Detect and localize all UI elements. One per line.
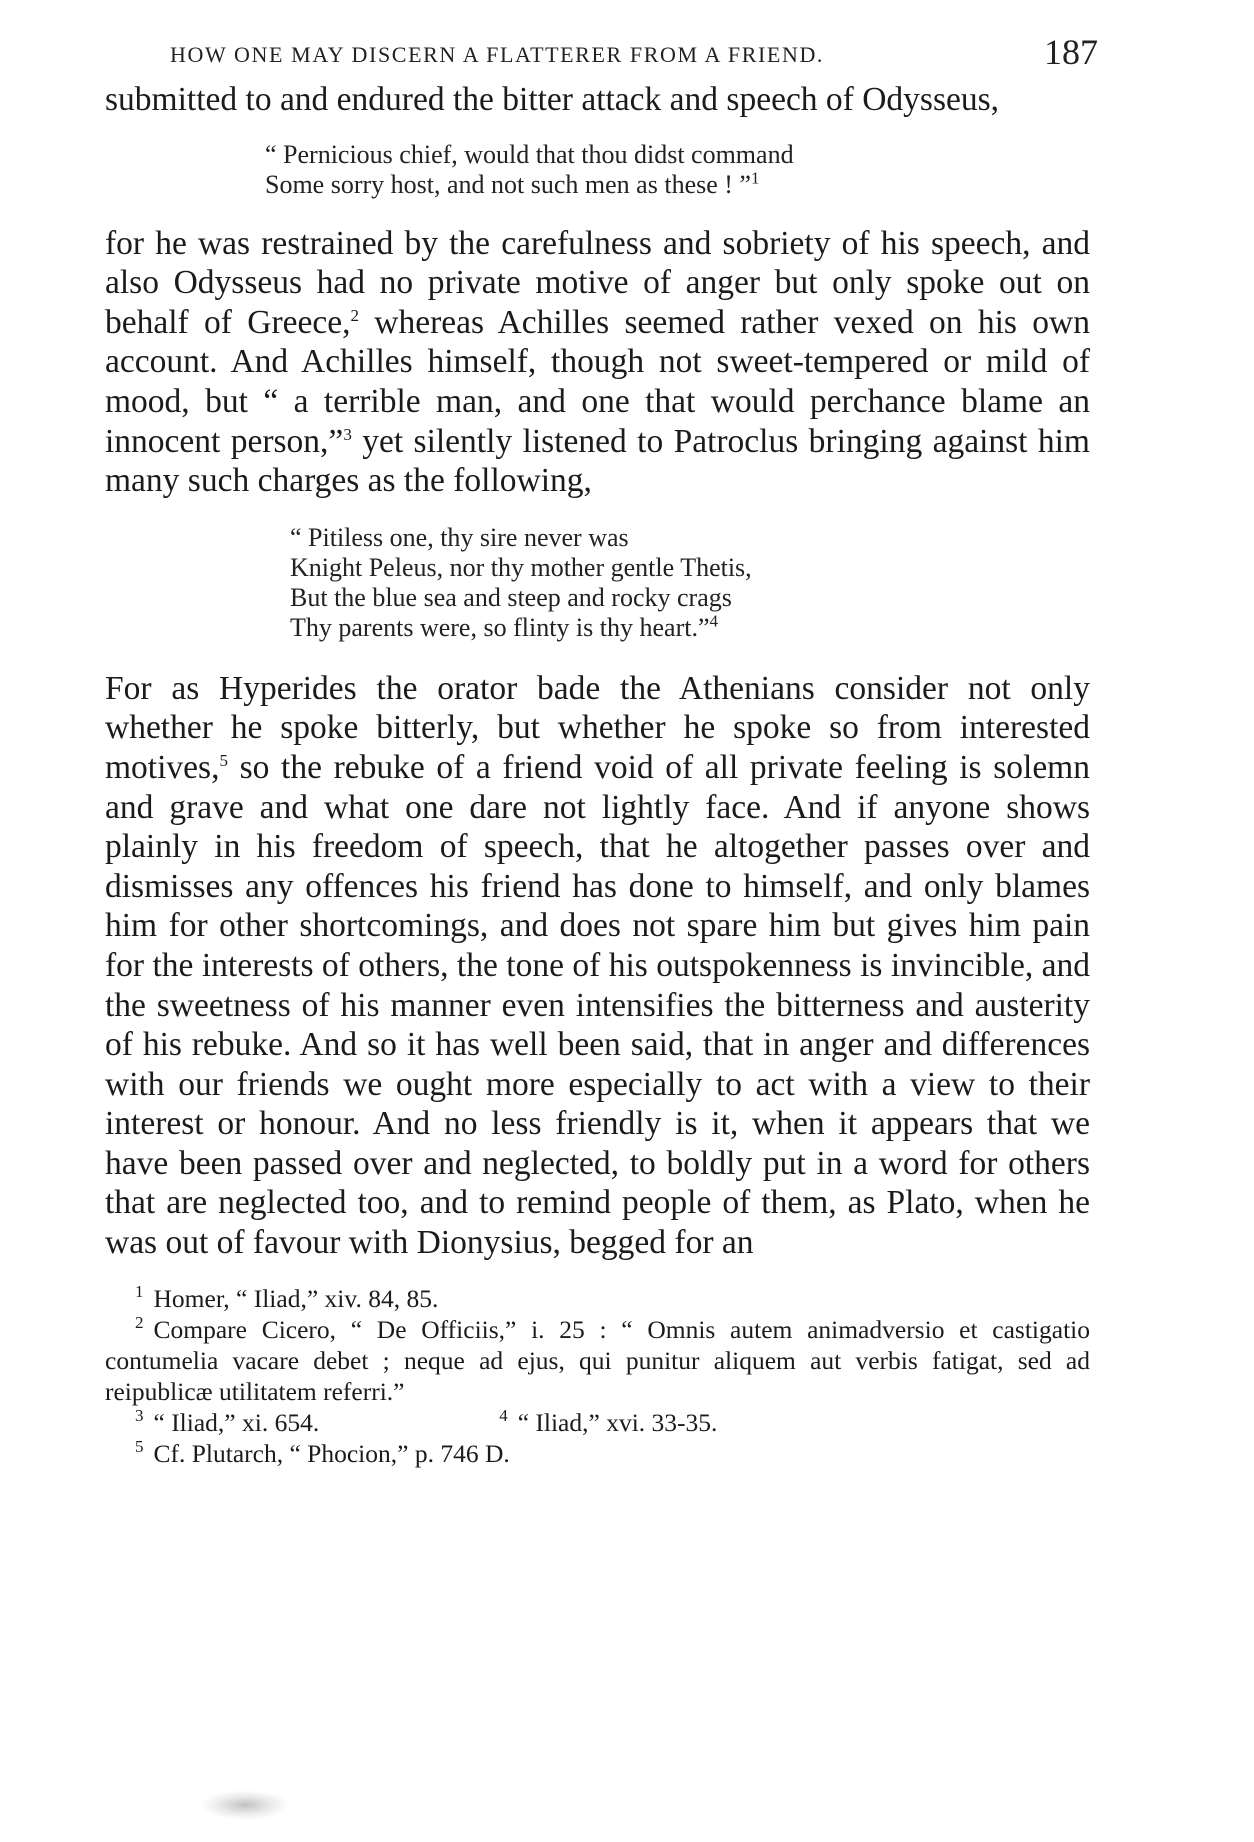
- paragraph-2: for he was restrained by the carefulness and sobriety of his speech, and also Odysseus had no private motive of anger but only spoke out on behalf of Greece,$^2$ whereas Achilles seemed rather vexed on his own account. And Achilles himself, though not sweet-tempered or mild of mood, but “ a terrible man, and one that would perchance blame an innocent person,”$^3$ yet silently listened to Patroclus bringing against him many such charges as the following,: [105, 224, 1090, 500]
- footnote-ref-5: 5: [219, 750, 228, 770]
- footnote-1: $^1$ Homer, “ Iliad,” xiv. 84, 85.: [135, 1282, 439, 1313]
- verse-quote-1: [265, 140, 1090, 200]
- footnote-3: $^3$ “ Iliad,” xi. 654.: [135, 1406, 320, 1437]
- running-header: [105, 28, 1098, 74]
- ink-smudge: [200, 1790, 290, 1820]
- running-title: HOW ONE MAY DISCERN A FLATTERER FROM A FRIEND.: [170, 42, 825, 67]
- page-number: 187: [1044, 32, 1098, 72]
- verse-quote-2: [290, 523, 1090, 643]
- verse-line: Knight Peleus, nor thy mother gentle Thetis,: [290, 552, 752, 582]
- footnotes: [105, 1283, 1090, 1469]
- footnote-row: [105, 1407, 1090, 1438]
- book-page: [105, 28, 1098, 1469]
- footnote-2: $^2$ Compare Cicero, “ De Officiis,” i. 25 : “ Omnis autem animadversio et castigatio contumelia vacare debet ; neque ad ejus, qui punitur aliquem aut verbis fatigat, sed ad reipublicæ utilitatem referri.”: [105, 1313, 1090, 1406]
- footnote-4: $^4$ “ Iliad,” xvi. 33-35.: [499, 1406, 718, 1437]
- verse-line: But the blue sea and steep and rocky crags: [290, 582, 732, 612]
- paragraph-1: submitted to and endured the bitter attack and speech of Odysseus,: [105, 81, 1000, 118]
- paragraph-3: For as Hyperides the orator bade the Athenians consider not only whether he spoke bitterly, but whether he spoke so from interested motives,$^5$ so the rebuke of a friend void of all private feeling is solemn and grave and what one dare not lightly face. And if anyone shows plainly in his freedom of speech, that he altogether passes over and dismisses any offences his friend has done to himself, and only blames him for other shortcomings, and does not spare him but gives him pain for the interests of others, the tone of his outspokenness is invincible, and the sweetness of his manner even intensifies the bitterness and austerity of his rebuke. And so it has well been said, that in anger and differences with our friends we ought more especially to act with a view to their interest or honour. And no less friendly is it, when it appears that we have been passed over and neglected, to boldly put in a word for others that are neglected too, and to remind people of them, as Plato, when he was out of favour with Dionysius, begged for an: [105, 669, 1090, 1262]
- footnote-5: $^5$ Cf. Plutarch, “ Phocion,” p. 746 D.: [135, 1437, 510, 1468]
- footnote-ref-4: 4: [709, 611, 718, 631]
- verse-line: Thy parents were, so flinty is thy heart.”$^4$: [290, 611, 718, 642]
- footnote-ref-1: 1: [750, 167, 760, 187]
- footnote-ref-2: 2: [350, 305, 359, 325]
- footnote-ref-3: 3: [343, 424, 352, 444]
- verse-line: “ Pitiless one, thy sire never was: [290, 522, 629, 552]
- verse-line: “ Pernicious chief, would that thou didst command: [265, 139, 794, 169]
- verse-line: Some sorry host, and not such men as these ! ”$^1$: [265, 167, 760, 199]
